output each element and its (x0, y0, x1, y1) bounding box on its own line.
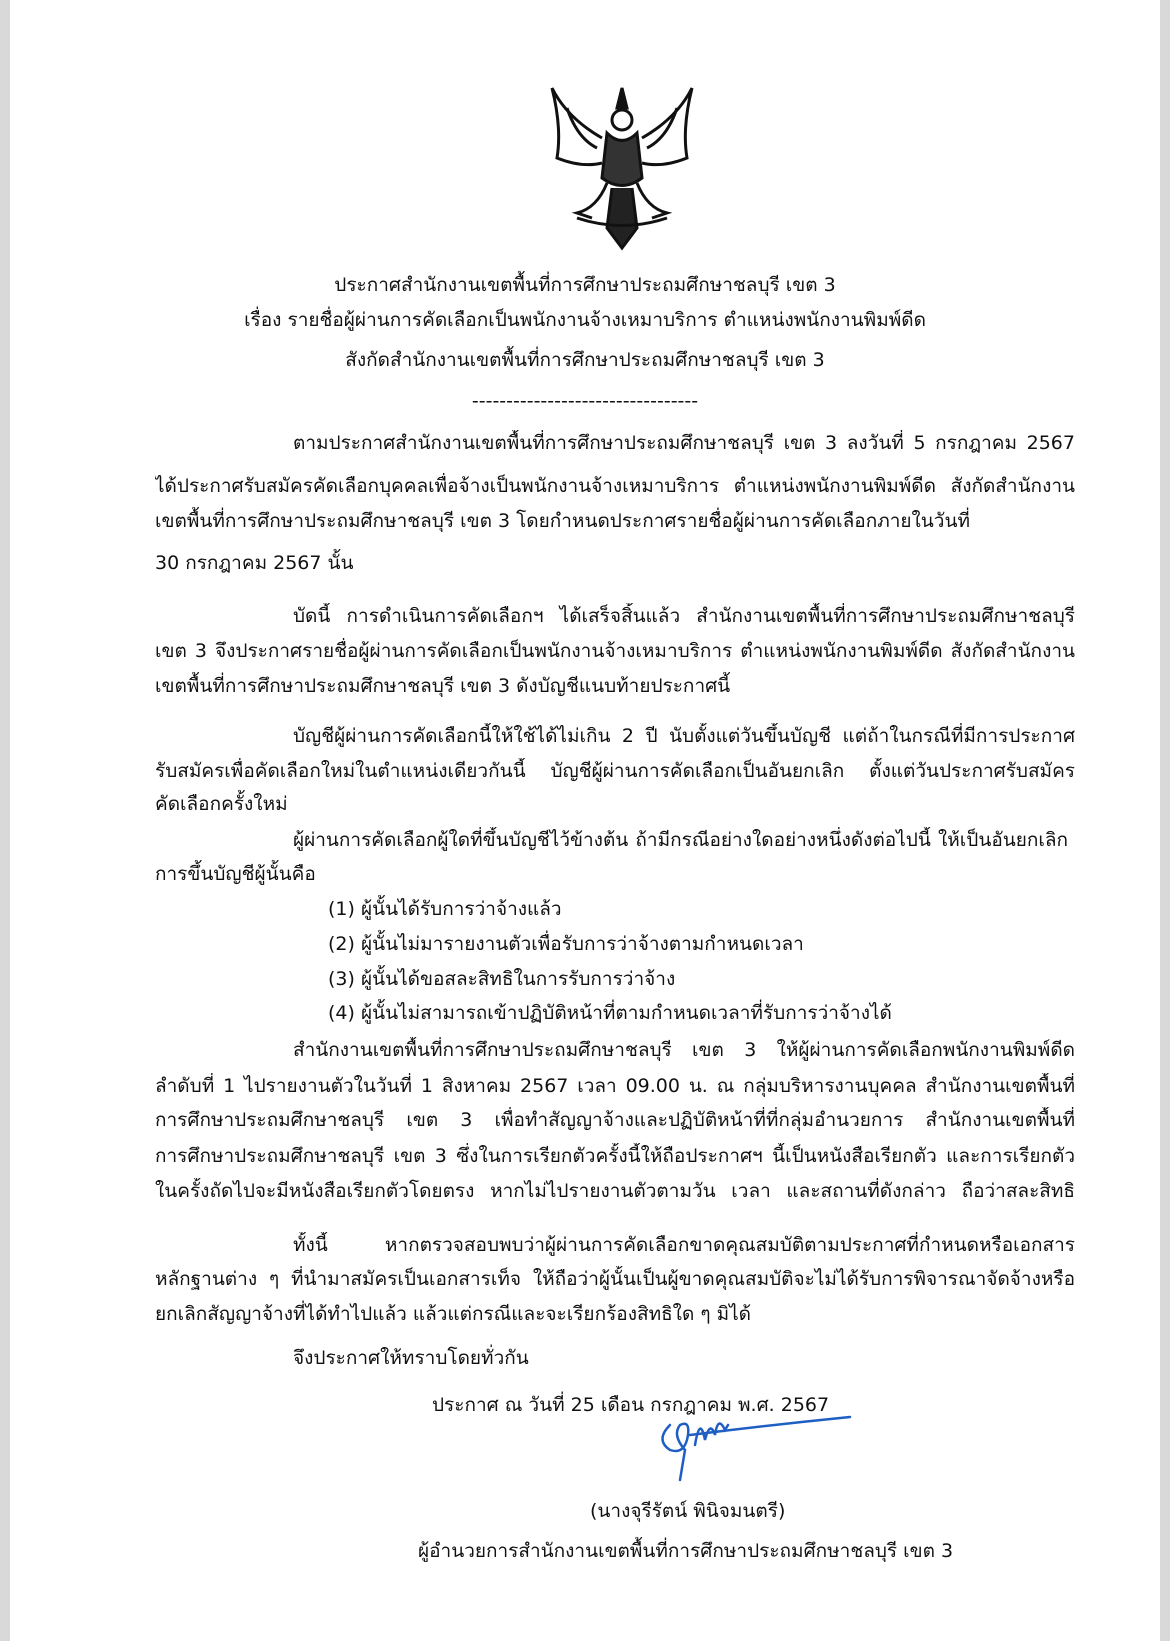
p2-line: เขตพื้นที่การศึกษาประถมศึกษาชลบุรี เขต 3 ดังบัญชีแนบท้ายประกาศนี้ (155, 675, 731, 697)
p5-line: การศึกษาประถมศึกษาชลบุรี เขต 3 เพื่อทำสัญญาจ้างและปฏิบัติหน้าที่ที่กลุ่มอำนวยการ สำนักงานเขตพื้นที่ (155, 1109, 1075, 1131)
p1-line: ตามประกาศสำนักงานเขตพื้นที่การศึกษาประถมศึกษาชลบุรี เขต 3 ลงวันที่ 5 กรกฎาคม 2567 (293, 432, 1075, 454)
title-line-3: สังกัดสำนักงานเขตพื้นที่การศึกษาประถมศึกษาชลบุรี เขต 3 (345, 349, 825, 371)
closing-text: จึงประกาศให้ทราบโดยทั่วกัน (293, 1347, 529, 1369)
signatory-position: ผู้อำนวยการสำนักงานเขตพื้นที่การศึกษาประถมศึกษาชลบุรี เขต 3 (418, 1540, 954, 1562)
garuda-emblem-icon (547, 78, 697, 253)
p4-line: ผู้ผ่านการคัดเลือกผู้ใดที่ขึ้นบัญชีไว้ข้างต้น ถ้ามีกรณีอย่างใดอย่างหนึ่งดังต่อไปนี้ ให้เป็นอันยกเลิก (293, 829, 1068, 851)
signature-icon (650, 1395, 860, 1485)
announcement-date: ประกาศ ณ วันที่ 25 เดือน กรกฎาคม พ.ศ. 2567 (432, 1394, 830, 1416)
p1-line: 30 กรกฎาคม 2567 นั้น (155, 552, 354, 574)
list-item: (1) ผู้นั้นได้รับการว่าจ้างแล้ว (328, 898, 562, 920)
document-page (10, 0, 1160, 1641)
p5-line: การศึกษาประถมศึกษาชลบุรี เขต 3 ซึ่งในการเรียกตัวครั้งนี้ให้ถือประกาศฯ นี้เป็นหนังสือเรียกตัว และการเรียกตัว (155, 1145, 1075, 1167)
divider: --------------------------------- (471, 390, 699, 412)
title-line-2: เรื่อง รายชื่อผู้ผ่านการคัดเลือกเป็นพนักงานจ้างเหมาบริการ ตำแหน่งพนักงานพิมพ์ดีด (244, 309, 926, 331)
p2-line: เขต 3 จึงประกาศรายชื่อผู้ผ่านการคัดเลือกเป็นพนักงานจ้างเหมาบริการ ตำแหน่งพนักงานพิมพ์ดีด สังกัดสำนักงาน (155, 640, 1075, 662)
list-item: (2) ผู้นั้นไม่มารายงานตัวเพื่อรับการว่าจ้างตามกำหนดเวลา (328, 933, 804, 955)
p1-line: เขตพื้นที่การศึกษาประถมศึกษาชลบุรี เขต 3 โดยกำหนดประกาศรายชื่อผู้ผ่านการคัดเลือกภายในวันที่ (155, 510, 970, 532)
p1-line: ได้ประกาศรับสมัครคัดเลือกบุคคลเพื่อจ้างเป็นพนักงานจ้างเหมาบริการ ตำแหน่งพนักงานพิมพ์ดีด สังกัดสำนักงาน (155, 475, 1075, 497)
p5-line: สำนักงานเขตพื้นที่การศึกษาประถมศึกษาชลบุรี เขต 3 ให้ผู้ผ่านการคัดเลือกพนักงานพิมพ์ดีด (293, 1039, 1075, 1061)
p2-line: บัดนี้ การดำเนินการคัดเลือกฯ ได้เสร็จสิ้นแล้ว สำนักงานเขตพื้นที่การศึกษาประถมศึกษาชลบุรี (293, 605, 1075, 627)
p6-line: ทั้งนี้ หากตรวจสอบพบว่าผู้ผ่านการคัดเลือกขาดคุณสมบัติตามประกาศที่กำหนดหรือเอกสาร (293, 1234, 1075, 1256)
p5-line: ลำดับที่ 1 ไปรายงานตัวในวันที่ 1 สิงหาคม 2567 เวลา 09.00 น. ณ กลุ่มบริหารงานบุคคล สำนักงานเขตพื้นที่ (155, 1075, 1075, 1097)
signatory-name: (นางจุรีรัตน์ พินิจมนตรี) (590, 1500, 786, 1522)
p3-line: รับสมัครเพื่อคัดเลือกใหม่ในตำแหน่งเดียวกันนี้ บัญชีผู้ผ่านการคัดเลือกเป็นอันยกเลิก ตั้งแต่วันประกาศรับสมัคร (155, 760, 1075, 782)
p4-line: การขึ้นบัญชีผู้นั้นคือ (155, 863, 316, 885)
p5-line: ในครั้งถัดไปจะมีหนังสือเรียกตัวโดยตรง หากไม่ไปรายงานตัวตามวัน เวลา และสถานที่ดังกล่าว ถือว่าสละสิทธิ (155, 1180, 1075, 1202)
title-line-1: ประกาศสำนักงานเขตพื้นที่การศึกษาประถมศึกษาชลบุรี เขต 3 (334, 274, 836, 296)
p6-line: หลักฐานต่าง ๆ ที่นำมาสมัครเป็นเอกสารเท็จ ให้ถือว่าผู้นั้นเป็นผู้ขาดคุณสมบัติจะไม่ได้รับการพิจารณาจัดจ้างหรือ (155, 1268, 1075, 1290)
list-item: (3) ผู้นั้นได้ขอสละสิทธิในการรับการว่าจ้าง (328, 968, 676, 990)
p3-line: คัดเลือกครั้งใหม่ (155, 793, 288, 815)
list-item: (4) ผู้นั้นไม่สามารถเข้าปฏิบัติหน้าที่ตามกำหนดเวลาที่รับการว่าจ้างได้ (328, 1002, 892, 1024)
p6-line: ยกเลิกสัญญาจ้างที่ได้ทำไปแล้ว แล้วแต่กรณีและจะเรียกร้องสิทธิใด ๆ มิได้ (155, 1303, 752, 1325)
p3-line: บัญชีผู้ผ่านการคัดเลือกนี้ให้ใช้ได้ไม่เกิน 2 ปี นับตั้งแต่วันขึ้นบัญชี แต่ถ้าในกรณีที่มีการประกาศ (293, 725, 1075, 747)
